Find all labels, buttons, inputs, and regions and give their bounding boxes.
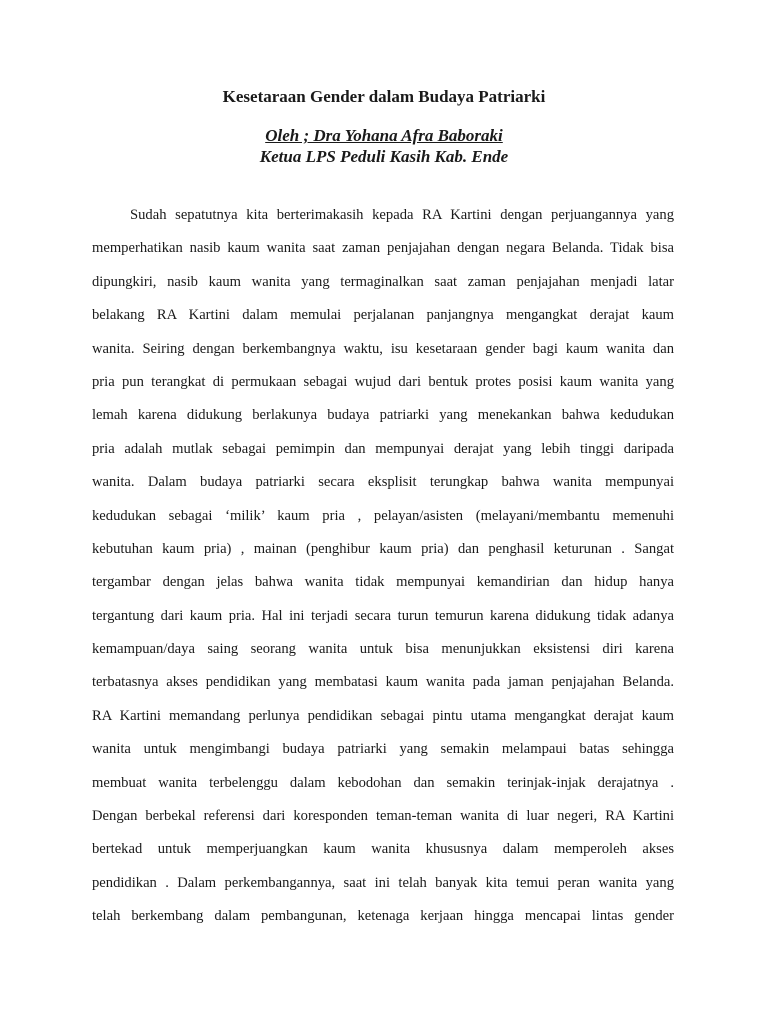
paragraph-line: pria pun terangkat di permukaan sebagai wujud dari bentuk protes posisi kaum wanita yang <box>92 373 674 390</box>
paragraph-line: wanita. Seiring dengan berkembangnya waktu, isu kesetaraan gender bagi kaum wanita dan <box>92 340 674 357</box>
paragraph-line: wanita untuk mengimbangi budaya patriarki yang semakin melampaui batas sehingga <box>92 741 674 758</box>
paragraph-line: kedudukan sebagai ‘milik’ kaum pria , pelayan/asisten (melayani/membantu memenuhi <box>92 507 674 524</box>
paragraph-line: Dengan berbekal referensi dari koresponden teman-teman wanita di luar negeri, RA Kartini <box>92 808 674 825</box>
paragraph-line: tergantung dari kaum pria. Hal ini terjadi secara turun temurun karena didukung tidak adanya <box>92 607 674 624</box>
paragraph-line: Sudah sepatutnya kita berterimakasih kepada RA Kartini dengan perjuangannya yang <box>130 207 674 223</box>
paragraph-line: membuat wanita terbelenggu dalam kebodohan dan semakin terinjak-injak derajatnya . <box>92 774 674 791</box>
paragraph-line: kebutuhan kaum pria) , mainan (penghibur kaum pria) dan penghasil keturunan . Sangat <box>92 540 674 557</box>
paragraph-line: memperhatikan nasib kaum wanita saat zaman penjajahan dengan negara Belanda. Tidak bisa <box>92 240 674 257</box>
paragraph-line: belakang RA Kartini dalam memulai perjalanan panjangnya mengangkat derajat kaum <box>92 307 674 324</box>
body-paragraph <box>92 199 674 934</box>
paragraph-line: lemah karena didukung berlakunya budaya patriarki yang menekankan bahwa kedudukan <box>92 407 674 424</box>
paragraph-line: tergambar dengan jelas bahwa wanita tidak mempunyai kemandirian dan hidup hanya <box>92 574 674 591</box>
author-line: Oleh ; Dra Yohana Afra Baboraki <box>265 126 503 145</box>
paragraph-line: pendidikan . Dalam perkembangannya, saat ini telah banyak kita temui peran wanita yang <box>92 874 674 891</box>
paragraph-line: terbatasnya akses pendidikan yang membatasi kaum wanita pada jaman penjajahan Belanda. <box>92 674 674 691</box>
paragraph-line: pria adalah mutlak sebagai pemimpin dan mempunyai derajat yang lebih tinggi daripada <box>92 440 674 457</box>
paragraph-line: wanita. Dalam budaya patriarki secara eksplisit terungkap bahwa wanita mempunyai <box>92 474 674 491</box>
paragraph-line: bertekad untuk memperjuangkan kaum wanita khususnya dalam memperoleh akses <box>92 841 674 858</box>
paragraph-line: kemampuan/daya saing seorang wanita untuk bisa menunjukkan eksistensi diri karena <box>92 641 674 658</box>
document-title: Kesetaraan Gender dalam Budaya Patriarki <box>222 87 546 106</box>
paragraph-line: RA Kartini memandang perlunya pendidikan sebagai pintu utama mengangkat derajat kaum <box>92 707 674 724</box>
paragraph-line: dipungkiri, nasib kaum wanita yang termaginalkan saat zaman penjajahan menjadi latar <box>92 273 674 290</box>
author-position-line: Ketua LPS Peduli Kasih Kab. Ende <box>259 147 509 166</box>
paragraph-line: telah berkembang dalam pembangunan, ketenaga kerjaan hingga mencapai lintas gender <box>92 908 674 925</box>
